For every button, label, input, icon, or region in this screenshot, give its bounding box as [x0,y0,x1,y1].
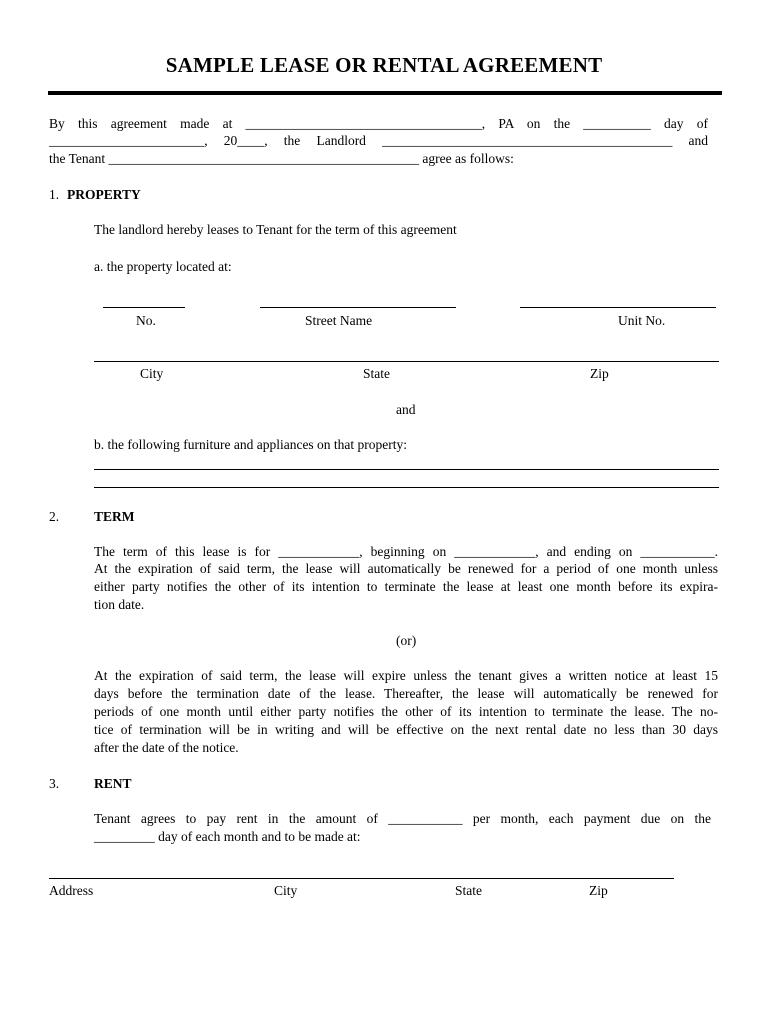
item-a-label: a. the property located at: [94,259,232,274]
section-1-lead: The landlord hereby leases to Tenant for the term of this agreement [94,222,457,237]
term-para2-line-2: days before the termination date of the lease. Thereafter, the lease will automatically be renewed for [94,686,718,701]
title-rule [48,91,722,95]
or-text: (or) [396,633,417,648]
label-no: No. [136,313,156,328]
furniture-line-2 [94,487,719,488]
term-para2-line-5: after the date of the notice. [94,740,239,755]
item-b-label: b. the following furniture and appliances on that property: [94,437,408,452]
number-blank-line [103,307,185,308]
section-2-number: 2. [49,509,60,524]
label-street-name: Street Name [305,313,373,328]
label-payment-state: State [455,883,482,898]
label-unit-no: Unit No. [618,313,666,328]
term-para1-line-3: either party notifies the other of its intention to terminate the lease at least one month before its expira- [94,579,718,594]
section-1-number: 1. [49,187,60,202]
term-para1-line-4: tion date. [94,597,145,612]
intro-line-2: _______________________, 20____, the Landlord ___________________________________________ and [49,133,708,148]
rent-line-1: Tenant agrees to pay rent in the amount of ___________ per month, each payment due on the [94,811,711,826]
intro-line-1: By this agreement made at ___________________________________, PA on the __________ day of [49,116,708,131]
term-para2-line-3: periods of one month until either party notifies the other of its intention to terminate the lease. The no- [94,704,718,719]
label-address: Address [49,883,94,898]
section-2-heading: TERM [94,509,135,524]
label-city: City [140,366,164,381]
document-title: SAMPLE LEASE OR RENTAL AGREEMENT [165,53,603,77]
city-state-zip-line [94,361,719,362]
street-blank-line [260,307,456,308]
label-state: State [363,366,390,381]
term-para1-line-2: At the expiration of said term, the lease will automatically be renewed for a period of one month unless [94,561,718,576]
term-para2-line-4: tice of termination will be in writing and will be effective on the next rental date no less than 30 days [94,722,718,737]
label-zip: Zip [590,366,609,381]
furniture-line-1 [94,469,719,470]
unit-blank-line [520,307,716,308]
section-3-heading: RENT [94,776,132,791]
payment-address-line [49,878,674,879]
intro-line-3: the Tenant ______________________________________________ agree as follows: [49,151,514,166]
section-1-heading: PROPERTY [67,187,141,202]
rent-line-2: _________ day of each month and to be made at: [94,829,361,844]
term-para2-line-1: At the expiration of said term, the lease will expire unless the tenant gives a written notice at least 15 [94,668,718,683]
label-payment-zip: Zip [589,883,608,898]
and-text: and [396,402,416,417]
label-payment-city: City [274,883,298,898]
section-3-number: 3. [49,776,60,791]
term-para1-line-1: The term of this lease is for ____________, beginning on ____________, and ending on ___________. [94,544,718,559]
